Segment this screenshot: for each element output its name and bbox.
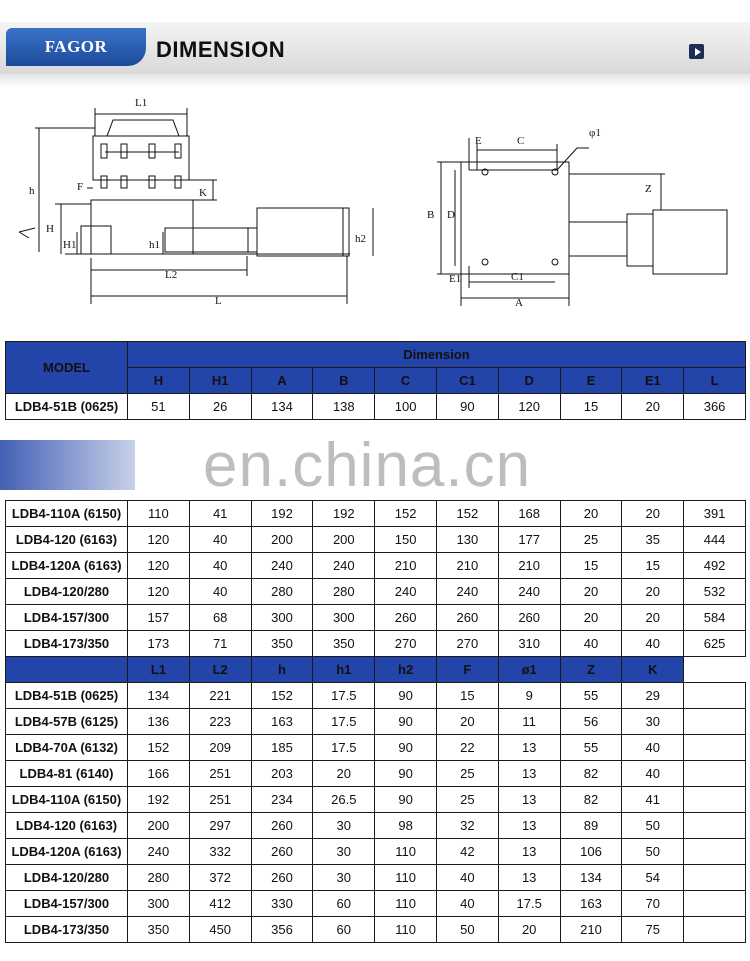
label-L: L [215,295,222,307]
table-cell: 260 [436,605,498,631]
table-row [6,709,746,735]
table-cell: 297 [189,813,251,839]
table-cell: 136 [128,709,190,735]
model-cell: LDB4-110A (6150) [6,787,128,813]
empty-cell [684,709,746,735]
label-h1: h1 [149,239,160,251]
model-cell: LDB4-173/350 [6,631,128,657]
model-cell: LDB4-51B (0625) [6,394,128,420]
table-row [6,631,746,657]
table-cell: 209 [189,735,251,761]
model-header: MODEL [6,342,128,394]
table-cell: 280 [251,579,313,605]
model-cell: LDB4-120A (6163) [6,839,128,865]
label-Z: Z [645,183,652,195]
table-cell: 120 [128,579,190,605]
table-cell: 260 [498,605,560,631]
table-cell: 251 [189,761,251,787]
table-cell: 40 [436,865,498,891]
table-cell: 391 [684,501,746,527]
table-cell: 150 [375,527,437,553]
label-C: C [517,135,525,147]
model-cell: LDB4-70A (6132) [6,735,128,761]
table-cell: 203 [251,761,313,787]
table-cell: 89 [560,813,622,839]
table-column-header-row [6,657,746,683]
table-cell: 251 [189,787,251,813]
table-cell: 532 [684,579,746,605]
table-cell: 98 [375,813,437,839]
table-cell: 260 [251,813,313,839]
table-cell: 9 [498,683,560,709]
table-cell: 40 [560,631,622,657]
table-cell: 20 [560,501,622,527]
model-cell: LDB4-120 (6163) [6,813,128,839]
table-cell: 100 [375,394,437,420]
empty-cell [684,735,746,761]
column-header: H1 [189,368,251,394]
table-cell: 106 [560,839,622,865]
table-cell: 13 [498,865,560,891]
table-cell: 157 [128,605,190,631]
table-cell: 15 [560,394,622,420]
table-cell: 492 [684,553,746,579]
table-cell: 200 [313,527,375,553]
table-header-row [6,342,746,368]
table-cell: 90 [375,761,437,787]
table-cell: 210 [498,553,560,579]
table-cell: 192 [128,787,190,813]
top-view-drawing [425,118,735,310]
table-cell: 30 [313,813,375,839]
table-cell: 120 [128,527,190,553]
model-cell: LDB4-120/280 [6,865,128,891]
table-cell: 584 [684,605,746,631]
table-cell: 50 [622,839,684,865]
column-header: H [128,368,190,394]
table-cell: 234 [251,787,313,813]
table-cell: 30 [313,839,375,865]
table-row [6,735,746,761]
table-cell: 20 [498,917,560,943]
table-cell: 163 [251,709,313,735]
model-cell: LDB4-57B (6125) [6,709,128,735]
table-row [6,501,746,527]
table-cell: 152 [128,735,190,761]
table-cell: 30 [313,865,375,891]
table-cell: 90 [375,735,437,761]
label-E1: E1 [449,273,462,285]
column-header: F [436,657,498,683]
brand-logo: FAGOR [6,28,146,66]
table-cell: 110 [375,891,437,917]
column-header: ø1 [498,657,560,683]
table-cell: 166 [128,761,190,787]
table-cell: 185 [251,735,313,761]
model-cell: LDB4-157/300 [6,605,128,631]
column-header: h1 [313,657,375,683]
column-header: E1 [622,368,684,394]
model-cell: LDB4-157/300 [6,891,128,917]
table-cell: 15 [622,553,684,579]
table-cell: 366 [684,394,746,420]
table-cell: 134 [560,865,622,891]
table-cell: 356 [251,917,313,943]
table-cell: 40 [436,891,498,917]
table-cell: 40 [189,553,251,579]
table-cell: 130 [436,527,498,553]
table-cell: 300 [251,605,313,631]
table-cell: 40 [622,631,684,657]
table-cell: 20 [622,501,684,527]
column-header: K [622,657,684,683]
table-cell: 240 [313,553,375,579]
table-cell: 60 [313,917,375,943]
table-cell: 221 [189,683,251,709]
label-phi1: φ1 [589,127,601,139]
empty-cell [684,657,746,683]
table-row [6,394,746,420]
table-cell: 50 [622,813,684,839]
table-cell: 50 [436,917,498,943]
table-cell: 51 [128,394,190,420]
table-cell: 110 [375,917,437,943]
model-cell: LDB4-120A (6163) [6,553,128,579]
table-cell: 25 [560,527,622,553]
table-cell: 20 [560,579,622,605]
column-header: L [684,368,746,394]
table-cell: 13 [498,761,560,787]
table-cell: 192 [313,501,375,527]
table-cell: 138 [313,394,375,420]
table-cell: 90 [375,683,437,709]
column-header: L1 [128,657,190,683]
empty-cell [684,891,746,917]
table-cell: 25 [436,787,498,813]
label-h: h [29,185,35,197]
table-cell: 41 [189,501,251,527]
table-cell: 82 [560,761,622,787]
table-cell: 55 [560,735,622,761]
label-h2: h2 [355,233,366,245]
table-cell: 13 [498,813,560,839]
table-cell: 168 [498,501,560,527]
empty-cell [684,813,746,839]
label-L1: L1 [135,97,148,109]
dimension-header: Dimension [128,342,746,368]
table-cell: 280 [313,579,375,605]
table-cell: 210 [375,553,437,579]
empty-cell [684,761,746,787]
table-cell: 450 [189,917,251,943]
table-row [6,683,746,709]
label-D: D [447,209,455,221]
table-cell: 90 [375,709,437,735]
table-cell: 110 [375,865,437,891]
table-cell: 22 [436,735,498,761]
table-cell: 192 [251,501,313,527]
table-cell: 32 [436,813,498,839]
header-shadow [0,74,750,88]
column-header: L2 [189,657,251,683]
model-cell: LDB4-51B (0625) [6,683,128,709]
table-cell: 270 [375,631,437,657]
empty-cell [684,683,746,709]
watermark [0,420,750,498]
model-cell: LDB4-110A (6150) [6,501,128,527]
label-L2: L2 [165,269,178,281]
table-cell: 210 [436,553,498,579]
empty-cell [684,839,746,865]
table-row [6,891,746,917]
column-header: h2 [375,657,437,683]
table-cell: 134 [251,394,313,420]
table-cell: 29 [622,683,684,709]
table-cell: 90 [375,787,437,813]
table-cell: 152 [251,683,313,709]
table-cell: 82 [560,787,622,813]
table-cell: 240 [375,579,437,605]
column-header: B [313,368,375,394]
label-H: H [46,223,54,235]
table-cell: 11 [498,709,560,735]
page-title: DIMENSION [156,37,286,62]
table-cell: 240 [498,579,560,605]
table-row [6,527,746,553]
table-row [6,839,746,865]
label-H1: H1 [63,239,77,251]
model-header-blank [6,657,128,683]
table-cell: 20 [622,394,684,420]
table-cell: 17.5 [313,735,375,761]
table-cell: 625 [684,631,746,657]
table-cell: 54 [622,865,684,891]
column-header: D [498,368,560,394]
empty-cell [684,917,746,943]
table-cell: 35 [622,527,684,553]
table-cell: 13 [498,839,560,865]
table-cell: 300 [128,891,190,917]
table-cell: 20 [560,605,622,631]
column-header: E [560,368,622,394]
table-cell: 332 [189,839,251,865]
table-cell: 200 [128,813,190,839]
table-cell: 15 [436,683,498,709]
table-row [6,553,746,579]
table-cell: 41 [622,787,684,813]
table-cell: 444 [684,527,746,553]
play-icon[interactable] [689,44,704,59]
table-row [6,917,746,943]
model-cell: LDB4-81 (6140) [6,761,128,787]
table-cell: 17.5 [498,891,560,917]
table-cell: 55 [560,683,622,709]
table-cell: 17.5 [313,709,375,735]
table-cell: 120 [498,394,560,420]
column-header: h [251,657,313,683]
label-E: E [475,135,482,147]
table-cell: 56 [560,709,622,735]
table-cell: 280 [128,865,190,891]
empty-cell [684,865,746,891]
table-cell: 163 [560,891,622,917]
table-cell: 40 [622,735,684,761]
table-cell: 26.5 [313,787,375,813]
table-cell: 60 [313,891,375,917]
table-cell: 240 [251,553,313,579]
empty-cell [684,787,746,813]
table-cell: 75 [622,917,684,943]
table-cell: 20 [436,709,498,735]
table-cell: 110 [375,839,437,865]
table-cell: 30 [622,709,684,735]
table-cell: 310 [498,631,560,657]
column-header: C1 [436,368,498,394]
table-cell: 15 [560,553,622,579]
table-cell: 270 [436,631,498,657]
column-header: A [251,368,313,394]
column-header: Z [560,657,622,683]
table-cell: 40 [189,579,251,605]
label-B: B [427,209,435,221]
table-row [6,605,746,631]
table-cell: 17.5 [313,683,375,709]
table-cell: 372 [189,865,251,891]
table-cell: 40 [189,527,251,553]
table-row [6,787,746,813]
model-cell: LDB4-173/350 [6,917,128,943]
watermark-bar [0,440,135,490]
table-cell: 152 [436,501,498,527]
table-cell: 20 [313,761,375,787]
label-A: A [515,297,523,309]
table-cell: 134 [128,683,190,709]
table-cell: 200 [251,527,313,553]
column-header: C [375,368,437,394]
table-cell: 152 [375,501,437,527]
table-cell: 13 [498,787,560,813]
table-cell: 240 [436,579,498,605]
label-F: F [77,181,84,193]
label-K: K [199,187,207,199]
table-cell: 13 [498,735,560,761]
table-cell: 110 [128,501,190,527]
table-cell: 300 [313,605,375,631]
table-cell: 26 [189,394,251,420]
table-cell: 70 [622,891,684,917]
table-cell: 20 [622,605,684,631]
table-cell: 25 [436,761,498,787]
table-cell: 42 [436,839,498,865]
table-cell: 412 [189,891,251,917]
table-cell: 20 [622,579,684,605]
table-cell: 40 [622,761,684,787]
model-cell: LDB4-120 (6163) [6,527,128,553]
table-cell: 240 [128,839,190,865]
table-row [6,865,746,891]
table-cell: 68 [189,605,251,631]
side-view-drawing [15,92,375,312]
table-cell: 330 [251,891,313,917]
table-cell: 223 [189,709,251,735]
table-cell: 71 [189,631,251,657]
table-cell: 120 [128,553,190,579]
watermark-text: en.china.cn [203,431,532,500]
table-cell: 260 [251,839,313,865]
table-cell: 177 [498,527,560,553]
table-cell: 210 [560,917,622,943]
table-row [6,761,746,787]
table-cell: 90 [436,394,498,420]
table-cell: 260 [251,865,313,891]
table-cell: 260 [375,605,437,631]
table-cell: 350 [251,631,313,657]
model-cell: LDB4-120/280 [6,579,128,605]
table-row [6,813,746,839]
table-cell: 350 [313,631,375,657]
table-cell: 173 [128,631,190,657]
table-cell: 350 [128,917,190,943]
label-C1: C1 [511,271,524,283]
table-row [6,579,746,605]
